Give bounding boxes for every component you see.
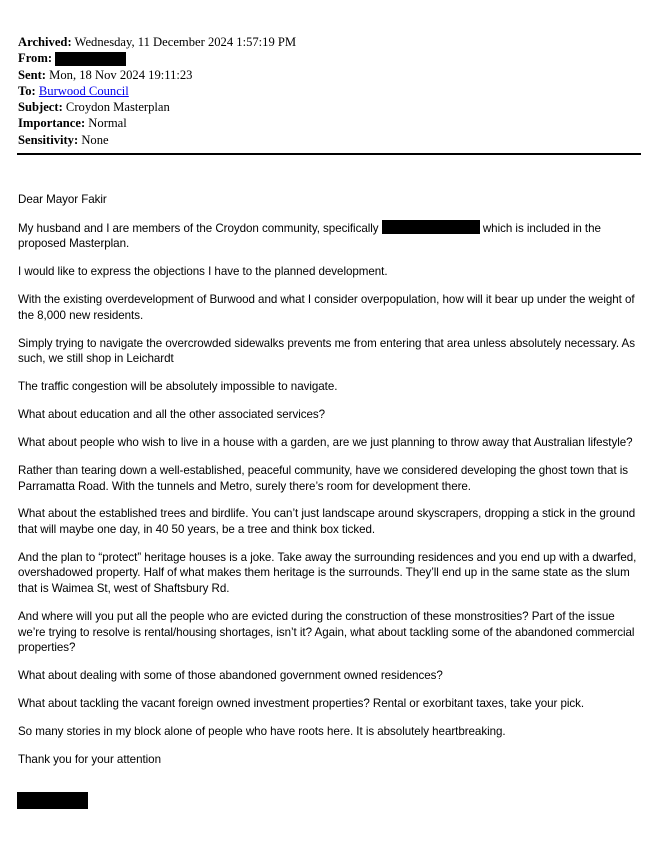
sensitivity-value: None (78, 132, 109, 147)
sensitivity-label: Sensitivity: (18, 132, 79, 147)
importance-row (18, 115, 296, 131)
sent-label: Sent: (18, 67, 46, 82)
body-paragraph: And where will you put all the people who are evicted during the construction of these monstrosities? Part of the issue we’re trying to resolve is rental/housing shortages, isn’t it? Again, what about tackling some of the abandoned commercial properties? (18, 609, 635, 655)
body-paragraph: And the plan to “protect” heritage houses is a joke. Take away the surrounding residences and you end up with a dwarfed, overshadowed property. Half of what makes them heritage is the surrounds. They’ll end up in the same state as the slum that is Waimea St, west of Shaftsbury Rd. (18, 550, 637, 596)
paragraph-text-before: My husband and I are members of the Croydon community, specifically (18, 221, 382, 235)
body-paragraph: What about the established trees and birdlife. You can’t just landscape around skyscrapers, dropping a stick in the ground that will maybe one day, in 40 50 years, be a tree and think box ticked. (18, 507, 636, 536)
body-paragraph: What about dealing with some of those abandoned government owned residences? (18, 669, 443, 683)
body-paragraph: What about tackling the vacant foreign owned investment properties? Rental or exorbitant taxes, take your pick. (18, 696, 585, 710)
body-paragraph: What about people who wish to live in a house with a garden, are we just planning to throw away that Australian lifestyle? (18, 436, 633, 450)
subject-label: Subject: (18, 100, 63, 115)
subject-row (18, 99, 296, 115)
body-paragraph (18, 220, 640, 252)
redacted-sender (55, 52, 126, 66)
archived-label: Archived: (18, 35, 72, 49)
from-label: From: (18, 51, 53, 66)
importance-value: Normal (85, 116, 127, 131)
body-paragraph: Rather than tearing down a well-established, peaceful community, have we considered developing the ghost town that is Parramatta Road. With the tunnels and Metro, surely there’s room for development there. (18, 463, 629, 493)
subject-value: Croydon Masterplan (62, 100, 170, 115)
paragraph-text-after: which is included in the proposed Masterplan. (18, 221, 601, 251)
sent-value: Mon, 18 Nov 2024 19:11:23 (46, 67, 193, 82)
body-paragraph: What about education and all the other associated services? (18, 408, 326, 422)
body-paragraph: With the existing overdevelopment of Burwood and what I consider overpopulation, how will it bear up under the weight of the 8,000 new residents. (18, 293, 635, 322)
importance-label: Importance: (18, 116, 86, 131)
body-paragraph: So many stories in my block alone of people who have roots here. It is absolutely heartbreaking. (18, 724, 506, 738)
body-paragraph: The traffic congestion will be absolutely impossible to navigate. (18, 380, 338, 394)
to-row (18, 83, 296, 99)
closing-line: Thank you for your attention (18, 752, 161, 766)
to-recipient-link[interactable]: Burwood Council (38, 83, 129, 98)
to-label: To: (18, 83, 36, 98)
sensitivity-row (18, 132, 296, 148)
body-paragraph: I would like to express the objections I have to the planned development. (18, 265, 388, 279)
greeting: Dear Mayor Fakir (18, 193, 107, 206)
from-row (18, 50, 296, 66)
sent-row (18, 67, 296, 83)
email-body (18, 192, 640, 780)
redacted-signature (17, 792, 88, 809)
body-paragraph: Simply trying to navigate the overcrowded sidewalks prevents me from entering that area unless absolutely necessary. As such, we still shop in Leichardt (18, 336, 635, 366)
archived-value: Wednesday, 11 December 2024 1:57:19 PM (71, 35, 297, 49)
redacted-address (382, 220, 480, 234)
archived-row (18, 34, 296, 50)
email-header (18, 34, 296, 148)
header-divider (17, 153, 641, 155)
